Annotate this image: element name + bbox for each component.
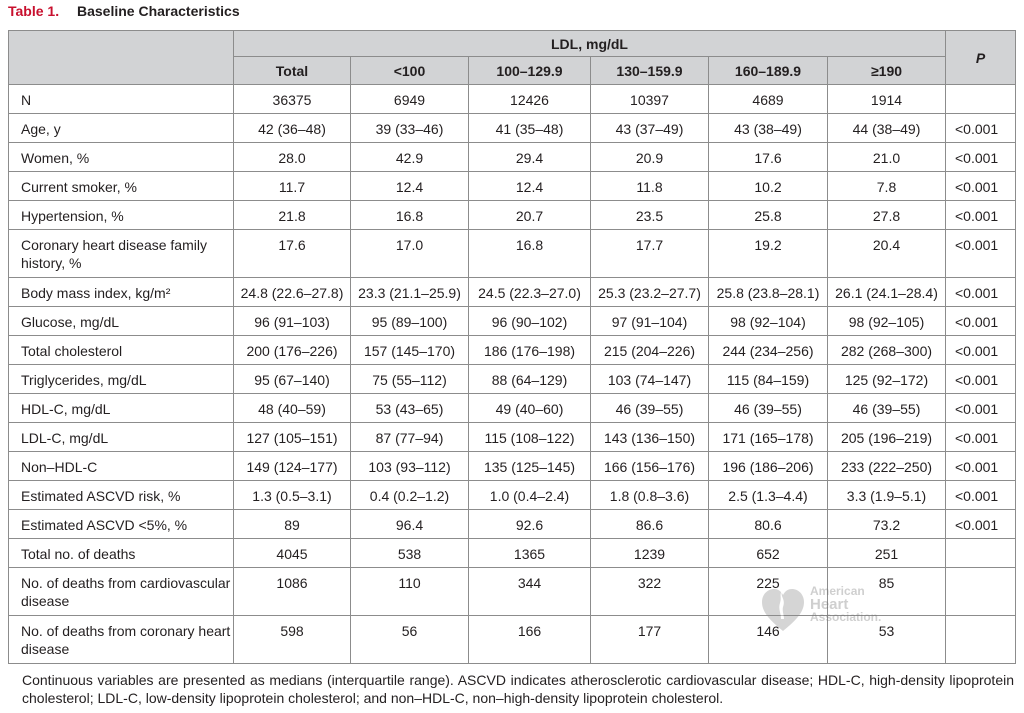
table-row: [9, 336, 1016, 365]
baseline-table: [8, 30, 1016, 664]
table-cell: 103 (74–147): [591, 365, 709, 394]
p-value-cell: <0.001: [946, 336, 1016, 365]
table-cell: 10.2: [709, 172, 828, 201]
table-cell: 171 (165–178): [709, 423, 828, 452]
row-label: Triglycerides, mg/dL: [9, 365, 234, 394]
row-label-header: [9, 31, 234, 85]
table-cell: 127 (105–151): [234, 423, 351, 452]
table-cell: 53: [828, 616, 946, 664]
table-cell: 344: [469, 568, 591, 616]
row-label: Current smoker, %: [9, 172, 234, 201]
table-cell: 4689: [709, 85, 828, 114]
table-cell: 4045: [234, 539, 351, 568]
table-name: Baseline Characteristics: [76, 3, 240, 19]
row-label: Body mass index, kg/m²: [9, 278, 234, 307]
table-cell: 17.7: [591, 230, 709, 278]
table-title: [8, 3, 240, 19]
table-cell: 26.1 (24.1–28.4): [828, 278, 946, 307]
table-cell: 88 (64–129): [469, 365, 591, 394]
table-cell: 215 (204–226): [591, 336, 709, 365]
table-cell: 46 (39–55): [828, 394, 946, 423]
table-cell: 24.5 (22.3–27.0): [469, 278, 591, 307]
table-cell: 24.8 (22.6–27.8): [234, 278, 351, 307]
row-label: N: [9, 85, 234, 114]
table-cell: 49 (40–60): [469, 394, 591, 423]
table-cell: 25.8: [709, 201, 828, 230]
table-cell: 177: [591, 616, 709, 664]
row-label: LDL-C, mg/dL: [9, 423, 234, 452]
table-row: [9, 481, 1016, 510]
table-cell: 12.4: [351, 172, 469, 201]
table-cell: 20.4: [828, 230, 946, 278]
table-cell: 46 (39–55): [709, 394, 828, 423]
table-row: [9, 510, 1016, 539]
table-cell: 28.0: [234, 143, 351, 172]
table-cell: 205 (196–219): [828, 423, 946, 452]
p-value-cell: <0.001: [946, 394, 1016, 423]
table-cell: 96 (91–103): [234, 307, 351, 336]
heart-torch-icon: [760, 585, 806, 633]
table-cell: 1239: [591, 539, 709, 568]
row-label: Total cholesterol: [9, 336, 234, 365]
table-cell: 17.6: [709, 143, 828, 172]
col-header: <100: [351, 57, 469, 85]
p-value-cell: <0.001: [946, 452, 1016, 481]
p-value-cell: <0.001: [946, 172, 1016, 201]
table-cell: 43 (37–49): [591, 114, 709, 143]
p-value-cell: <0.001: [946, 114, 1016, 143]
table-cell: 42 (36–48): [234, 114, 351, 143]
table-cell: 53 (43–65): [351, 394, 469, 423]
table-row: [9, 307, 1016, 336]
table-cell: 186 (176–198): [469, 336, 591, 365]
p-value-cell: <0.001: [946, 481, 1016, 510]
table-cell: 538: [351, 539, 469, 568]
table-cell: 146: [709, 616, 828, 664]
table-row: [9, 172, 1016, 201]
row-label: No. of deaths from cardiovascular disease: [9, 568, 234, 616]
p-value-cell: <0.001: [946, 510, 1016, 539]
table-cell: 44 (38–49): [828, 114, 946, 143]
table-cell: 75 (55–112): [351, 365, 469, 394]
table-cell: 12.4: [469, 172, 591, 201]
table-cell: 25.8 (23.8–28.1): [709, 278, 828, 307]
table-cell: 98 (92–105): [828, 307, 946, 336]
table-cell: 86.6: [591, 510, 709, 539]
table-cell: 1.3 (0.5–3.1): [234, 481, 351, 510]
table-cell: 97 (91–104): [591, 307, 709, 336]
table-row: [9, 201, 1016, 230]
table-cell: 1086: [234, 568, 351, 616]
p-value-cell: <0.001: [946, 423, 1016, 452]
table-cell: 41 (35–48): [469, 114, 591, 143]
row-label: HDL-C, mg/dL: [9, 394, 234, 423]
p-value-cell: <0.001: [946, 307, 1016, 336]
table-cell: 1.8 (0.8–3.6): [591, 481, 709, 510]
table-cell: 10397: [591, 85, 709, 114]
table-cell: 115 (84–159): [709, 365, 828, 394]
table-cell: 251: [828, 539, 946, 568]
table-cell: 95 (67–140): [234, 365, 351, 394]
table-cell: 11.7: [234, 172, 351, 201]
p-value-cell: <0.001: [946, 201, 1016, 230]
table-cell: 2.5 (1.3–4.4): [709, 481, 828, 510]
col-header: 160–189.9: [709, 57, 828, 85]
table-cell: 157 (145–170): [351, 336, 469, 365]
table-row: [9, 452, 1016, 481]
table-cell: 87 (77–94): [351, 423, 469, 452]
table-cell: 196 (186–206): [709, 452, 828, 481]
table-cell: 225: [709, 568, 828, 616]
table-row: [9, 230, 1016, 278]
p-value-cell: [946, 85, 1016, 114]
aha-watermark: [760, 585, 900, 635]
row-label: Total no. of deaths: [9, 539, 234, 568]
table-cell: 46 (39–55): [591, 394, 709, 423]
col-header: ≥190: [828, 57, 946, 85]
table-cell: 282 (268–300): [828, 336, 946, 365]
table-cell: 25.3 (23.2–27.7): [591, 278, 709, 307]
table-cell: 322: [591, 568, 709, 616]
table-cell: 233 (222–250): [828, 452, 946, 481]
table-cell: 12426: [469, 85, 591, 114]
table-cell: 21.8: [234, 201, 351, 230]
col-header: Total: [234, 57, 351, 85]
table-body: [9, 85, 1016, 664]
table-cell: 21.0: [828, 143, 946, 172]
table-cell: 149 (124–177): [234, 452, 351, 481]
col-header: 130–159.9: [591, 57, 709, 85]
table-cell: 96 (90–102): [469, 307, 591, 336]
watermark-text: American Heart Association.: [810, 584, 882, 624]
table-cell: 598: [234, 616, 351, 664]
table-cell: 652: [709, 539, 828, 568]
p-value-cell: [946, 568, 1016, 616]
table-cell: 125 (92–172): [828, 365, 946, 394]
p-value-cell: <0.001: [946, 230, 1016, 278]
p-value-cell: <0.001: [946, 278, 1016, 307]
table-cell: 1914: [828, 85, 946, 114]
ldl-group-header: LDL, mg/dL: [234, 31, 946, 57]
table-cell: 42.9: [351, 143, 469, 172]
row-label: Glucose, mg/dL: [9, 307, 234, 336]
table-cell: 36375: [234, 85, 351, 114]
p-value-cell: <0.001: [946, 365, 1016, 394]
table-cell: 16.8: [351, 201, 469, 230]
table-cell: 16.8: [469, 230, 591, 278]
p-header: P: [946, 31, 1016, 85]
table-cell: 20.9: [591, 143, 709, 172]
table-cell: 17.6: [234, 230, 351, 278]
table-cell: 89: [234, 510, 351, 539]
table-cell: 80.6: [709, 510, 828, 539]
table-cell: 20.7: [469, 201, 591, 230]
row-label: Age, y: [9, 114, 234, 143]
table-cell: 166 (156–176): [591, 452, 709, 481]
table-row: [9, 143, 1016, 172]
table-cell: 110: [351, 568, 469, 616]
table-row: [9, 85, 1016, 114]
table-cell: 103 (93–112): [351, 452, 469, 481]
table-cell: 17.0: [351, 230, 469, 278]
table-number: Table 1.: [8, 3, 60, 19]
table-cell: 115 (108–122): [469, 423, 591, 452]
table-cell: 11.8: [591, 172, 709, 201]
row-label: No. of deaths from coronary heart disease: [9, 616, 234, 664]
table-cell: 135 (125–145): [469, 452, 591, 481]
table-row: [9, 539, 1016, 568]
table-cell: 244 (234–256): [709, 336, 828, 365]
table-row: [9, 365, 1016, 394]
row-label: Non–HDL-C: [9, 452, 234, 481]
table-cell: 39 (33–46): [351, 114, 469, 143]
table-cell: 0.4 (0.2–1.2): [351, 481, 469, 510]
table-cell: 143 (136–150): [591, 423, 709, 452]
table-cell: 56: [351, 616, 469, 664]
table-cell: 19.2: [709, 230, 828, 278]
table-cell: 85: [828, 568, 946, 616]
table-cell: 1365: [469, 539, 591, 568]
table-cell: 98 (92–104): [709, 307, 828, 336]
table-row: [9, 114, 1016, 143]
col-header: 100–129.9: [469, 57, 591, 85]
table-row: [9, 278, 1016, 307]
table-cell: 23.3 (21.1–25.9): [351, 278, 469, 307]
table-cell: 43 (38–49): [709, 114, 828, 143]
p-value-cell: [946, 539, 1016, 568]
table-cell: 200 (176–226): [234, 336, 351, 365]
table-row: [9, 423, 1016, 452]
row-label: Women, %: [9, 143, 234, 172]
table-cell: 23.5: [591, 201, 709, 230]
row-label: Coronary heart disease family history, %: [9, 230, 234, 278]
p-value-cell: [946, 616, 1016, 664]
table-cell: 7.8: [828, 172, 946, 201]
table-cell: 166: [469, 616, 591, 664]
table-cell: 29.4: [469, 143, 591, 172]
table-footnote: Continuous variables are presented as medians (interquartile range). ASCVD indicates atherosclerotic cardiovascular disease; HDL-C, high-density lipoprotein cholesterol; LDL-C, low-density lipoprotein cholesterol; and non–HDL-C, non–high-density lipoprotein cholesterol.: [22, 672, 1014, 706]
table-cell: 92.6: [469, 510, 591, 539]
table-cell: 96.4: [351, 510, 469, 539]
row-label: Estimated ASCVD risk, %: [9, 481, 234, 510]
table-cell: 73.2: [828, 510, 946, 539]
table-cell: 95 (89–100): [351, 307, 469, 336]
table-cell: 48 (40–59): [234, 394, 351, 423]
table-cell: 3.3 (1.9–5.1): [828, 481, 946, 510]
row-label: Estimated ASCVD <5%, %: [9, 510, 234, 539]
p-value-cell: <0.001: [946, 143, 1016, 172]
table-cell: 27.8: [828, 201, 946, 230]
row-label: Hypertension, %: [9, 201, 234, 230]
table-cell: 6949: [351, 85, 469, 114]
table-cell: 1.0 (0.4–2.4): [469, 481, 591, 510]
table-row: [9, 394, 1016, 423]
